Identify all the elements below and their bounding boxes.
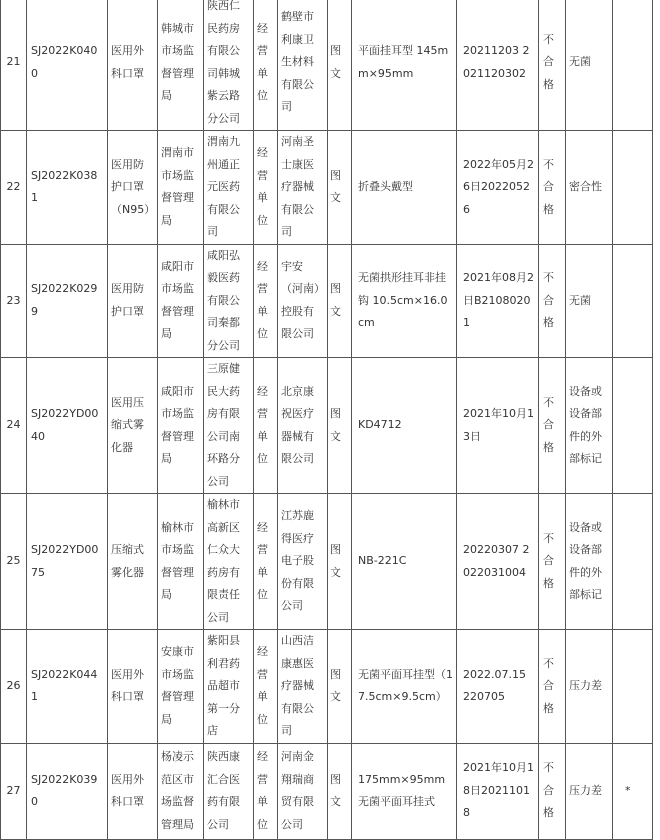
manufacturer: 河南金翔瑞商贸有限公司 — [278, 743, 328, 839]
table-row — [1, 630, 653, 744]
publication-type: 图文 — [328, 244, 352, 358]
spec-model: 折叠头戴型 — [352, 131, 457, 245]
seller-type: 经营单位 — [254, 358, 278, 494]
sampled-seller: 陕西仁民药房有限公司韩城紫云路分公司 — [204, 0, 254, 131]
publication-type: 图文 — [328, 0, 352, 131]
manufacturer: 鹤壁市利康卫生材料有限公司 — [278, 0, 328, 131]
row-number: 23 — [1, 244, 27, 358]
batch-number: 20220307 2022031004 — [457, 494, 539, 630]
publication-type: 图文 — [328, 131, 352, 245]
table-row — [1, 244, 653, 358]
spec-model: 175mm×95mm无菌平面耳挂式 — [352, 743, 457, 839]
inspection-result: 不合格 — [539, 131, 566, 245]
sample-code: SJ2022YD0040 — [27, 358, 108, 494]
batch-number: 2021年10月13日 — [457, 358, 539, 494]
publication-type: 图文 — [328, 743, 352, 839]
product-name: 医用外科口罩 — [108, 0, 158, 131]
inspection-result: 不合格 — [539, 630, 566, 744]
table-row — [1, 131, 653, 245]
sampling-authority: 杨凌示范区市场监督管理局 — [158, 743, 204, 839]
product-name: 医用外科口罩 — [108, 743, 158, 839]
manufacturer: 宇安（河南）控股有限公司 — [278, 244, 328, 358]
table-row — [1, 494, 653, 630]
table-row — [1, 743, 653, 839]
product-name: 压缩式雾化器 — [108, 494, 158, 630]
inspection-result: 不合格 — [539, 0, 566, 131]
row-number: 21 — [1, 0, 27, 131]
batch-number: 2021年08月2日B21080201 — [457, 244, 539, 358]
batch-number: 20211203 2021120302 — [457, 0, 539, 131]
spec-model: 无菌拱形挂耳非挂钩 10.5cm×16.0cm — [352, 244, 457, 358]
failed-item: 无菌 — [566, 244, 613, 358]
inspection-result: 不合格 — [539, 494, 566, 630]
sample-code: SJ2022K0400 — [27, 0, 108, 131]
sampled-seller: 榆林市高新区仁众大药房有限责任公司 — [204, 494, 254, 630]
inspection-result: 不合格 — [539, 244, 566, 358]
inspection-result: 不合格 — [539, 358, 566, 494]
row-number: 27 — [1, 743, 27, 839]
batch-number: 2021年10月18日20211018 — [457, 743, 539, 839]
sampling-authority: 咸阳市市场监督管理局 — [158, 244, 204, 358]
seller-type: 经营单位 — [254, 630, 278, 744]
publication-type: 图文 — [328, 630, 352, 744]
remark — [613, 494, 653, 630]
sampled-seller: 陕西康汇合医药有限公司 — [204, 743, 254, 839]
remark: * — [613, 743, 653, 839]
sampled-seller: 渭南九州通正元医药有限公司 — [204, 131, 254, 245]
batch-number: 2022年05月26日20220526 — [457, 131, 539, 245]
spec-model: NB-221C — [352, 494, 457, 630]
sampled-seller: 紫阳县利君药品超市第一分店 — [204, 630, 254, 744]
row-number: 22 — [1, 131, 27, 245]
product-name: 医用防护口罩 — [108, 244, 158, 358]
row-number: 25 — [1, 494, 27, 630]
seller-type: 经营单位 — [254, 0, 278, 131]
seller-type: 经营单位 — [254, 131, 278, 245]
table-row — [1, 358, 653, 494]
sampling-authority: 渭南市市场监督管理局 — [158, 131, 204, 245]
sample-code: SJ2022K0381 — [27, 131, 108, 245]
sampling-authority: 安康市市场监督管理局 — [158, 630, 204, 744]
publication-type: 图文 — [328, 494, 352, 630]
row-number: 24 — [1, 358, 27, 494]
sampling-authority: 榆林市市场监督管理局 — [158, 494, 204, 630]
manufacturer: 山西洁康惠医疗器械有限公司 — [278, 630, 328, 744]
seller-type: 经营单位 — [254, 743, 278, 839]
manufacturer: 北京康祝医疗器械有限公司 — [278, 358, 328, 494]
publication-type: 图文 — [328, 358, 352, 494]
sampling-authority: 咸阳市市场监督管理局 — [158, 358, 204, 494]
failed-item: 压力差 — [566, 743, 613, 839]
remark — [613, 358, 653, 494]
failed-item: 压力差 — [566, 630, 613, 744]
batch-number: 2022.07.15 220705 — [457, 630, 539, 744]
failed-item: 密合性 — [566, 131, 613, 245]
sample-code: SJ2022YD0075 — [27, 494, 108, 630]
seller-type: 经营单位 — [254, 494, 278, 630]
spec-model: 无菌平面耳挂型（17.5cm×9.5cm） — [352, 630, 457, 744]
remark — [613, 244, 653, 358]
remark — [613, 630, 653, 744]
sampled-seller: 三原健民大药房有限公司南环路分公司 — [204, 358, 254, 494]
table-row — [1, 0, 653, 131]
row-number: 26 — [1, 630, 27, 744]
remark — [613, 131, 653, 245]
failed-item: 无菌 — [566, 0, 613, 131]
failed-item: 设备或设备部件的外部标记 — [566, 358, 613, 494]
failed-item: 设备或设备部件的外部标记 — [566, 494, 613, 630]
manufacturer: 江苏鹿得医疗电子股份有限公司 — [278, 494, 328, 630]
sampling-authority: 韩城市市场监督管理局 — [158, 0, 204, 131]
seller-type: 经营单位 — [254, 244, 278, 358]
product-name: 医用外科口罩 — [108, 630, 158, 744]
remark — [613, 0, 653, 131]
sample-code: SJ2022K0299 — [27, 244, 108, 358]
product-name: 医用防护口罩（N95） — [108, 131, 158, 245]
sample-code: SJ2022K0390 — [27, 743, 108, 839]
inspection-result: 不合格 — [539, 743, 566, 839]
manufacturer: 河南圣士康医疗器械有限公司 — [278, 131, 328, 245]
spec-model: KD4712 — [352, 358, 457, 494]
sampled-seller: 咸阳弘毅医药有限公司秦都分公司 — [204, 244, 254, 358]
spec-model: 平面挂耳型 145mm×95mm — [352, 0, 457, 131]
sample-code: SJ2022K0441 — [27, 630, 108, 744]
product-name: 医用压缩式雾化器 — [108, 358, 158, 494]
